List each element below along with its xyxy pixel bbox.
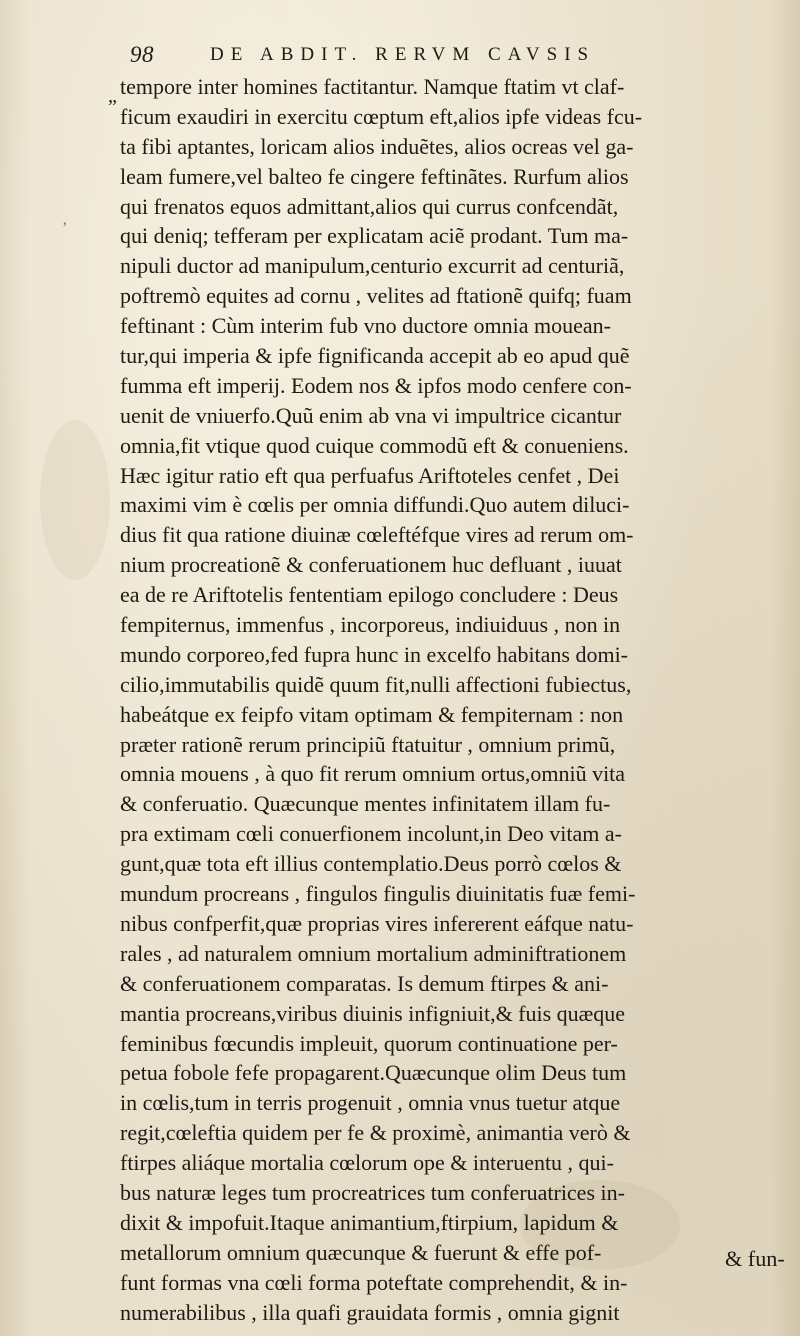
text-line: habeátque ex feipfo vitam optimam & fempiternam : non bbox=[120, 701, 624, 727]
text-line: pra extimam cœli conuerfionem incolunt,in Deo vitam a- bbox=[120, 821, 622, 847]
text-line: mundo corporeo,fed fupra hunc in excelfo habitans domi- bbox=[120, 641, 628, 667]
text-line: ea de re Ariftotelis fententiam epilogo concludere : Deus bbox=[120, 582, 619, 608]
text-line: ftirpes aliáque mortalia cœlorum ope & interuentu , qui- bbox=[120, 1150, 614, 1176]
text-line: nium procreationẽ & conferuationem huc defluant , iuuat bbox=[120, 552, 622, 578]
text-line: & conferuatio. Quæcunque mentes infinitatem illam fu- bbox=[120, 791, 611, 817]
text-line: funt formas vna cœli forma poteftate comprehendit, & in- bbox=[120, 1269, 628, 1295]
text-line: mantia procreans,viribus diuinis infigniuit,& fuis quæque bbox=[120, 1000, 626, 1026]
catchword: & fun- bbox=[725, 1246, 785, 1271]
marginal-quote-mark: „ bbox=[108, 85, 117, 107]
text-line: Hæc igitur ratio eft qua perfuafus Ariftoteles cenfet , Dei bbox=[120, 462, 620, 488]
text-line: metallorum omnium quæcunque & fuerunt & effe pof- bbox=[120, 1239, 602, 1265]
text-line: tur,qui imperia & ipfe fignificanda accepit ab eo apud quẽ bbox=[120, 343, 630, 369]
text-line: nipuli ductor ad manipulum,centurio excurrit ad centuriã, bbox=[120, 253, 625, 279]
text-line: bus naturæ leges tum procreatrices tum conferuatrices in- bbox=[120, 1179, 625, 1205]
text-line: ficum exaudiri in exercitu cœptum eft,alios ipfe videas fcu- bbox=[120, 103, 643, 129]
text-line: qui deniq; tefferam per explicatam aciẽ prodant. Tum ma- bbox=[120, 223, 629, 249]
text-line: nibus confperfit,quæ proprias vires infererent eáfque natu- bbox=[120, 910, 634, 936]
page-number: 98 bbox=[130, 42, 154, 67]
text-line: ta fibi aptantes, loricam alios induẽtes, alios ocreas vel ga- bbox=[120, 133, 634, 159]
text-line: mundum procreans , fingulos fingulis diuinitatis fuæ femi- bbox=[120, 881, 636, 907]
page-header bbox=[130, 40, 690, 70]
text-line: omnia,fit vtique quod cuique commodũ eft & conueniens. bbox=[120, 432, 629, 458]
text-line: omnia mouens , à quo fit rerum omnium ortus,omniũ vita bbox=[120, 761, 626, 787]
text-line: feminibus fœcundis impleuit, quorum continuatione per- bbox=[120, 1030, 618, 1056]
text-line: gunt,quæ tota eft illius contemplatio.Deus porrò cœlos & bbox=[120, 851, 622, 877]
text-line: petua fobole fefe propagarent.Quæcunque olim Deus tum bbox=[120, 1060, 627, 1086]
text-line: in cœlis,tum in terris progenuit , omnia vnus tuetur atque bbox=[120, 1090, 621, 1116]
text-line: rales , ad naturalem omnium mortalium adminiftrationem bbox=[120, 940, 627, 966]
text-line: & conferuationem comparatas. Is demum ftirpes & ani- bbox=[120, 970, 609, 996]
running-title: DE ABDIT. RERVM CAVSIS bbox=[210, 44, 596, 65]
text-line: fempiternus, immenfus , incorporeus, indiuiduus , non in bbox=[120, 612, 621, 638]
text-line: feftinant : Cùm interim fub vno ductore omnia mouean- bbox=[120, 313, 611, 339]
text-line: poftremò equites ad cornu , velites ad ftationẽ quifq; fuam bbox=[120, 283, 632, 309]
text-line: uenit de vniuerfo.Quũ enim ab vna vi impultrice cicantur bbox=[120, 402, 622, 428]
text-line: numerabilibus , illa quafi grauidata formis , omnia gignit bbox=[120, 1299, 620, 1325]
text-line: dixit & impofuit.Itaque animantium,ftirpium, lapidum & bbox=[120, 1209, 619, 1235]
text-line: qui frenatos equos admittant,alios qui currus confcendãt, bbox=[120, 193, 619, 219]
marginal-stray-mark: ’ bbox=[62, 220, 68, 237]
text-line: præter rationẽ rerum principiũ ftatuitur , omnium primũ, bbox=[120, 731, 616, 757]
body-text bbox=[120, 72, 788, 1327]
text-line: cilio,immutabilis quidẽ quum fit,nulli affectioni fubiectus, bbox=[120, 671, 632, 697]
text-line: maximi vim è cœlis per omnia diffundi.Quo autem diluci- bbox=[120, 492, 630, 518]
text-line: dius fit qua ratione diuinæ cœleftéfque vires ad rerum om- bbox=[120, 522, 634, 548]
text-line: tempore inter homines factitantur. Namque ftatim vt claf- bbox=[120, 74, 625, 99]
text-line: leam fumere,vel balteo fe cingere feftinãtes. Rurfum alios bbox=[120, 163, 629, 189]
text-line: regit,cœleftia quidem per fe & proximè, animantia verò & bbox=[120, 1120, 631, 1146]
text-line: fumma eft imperij. Eodem nos & ipfos modo cenfere con- bbox=[120, 372, 632, 398]
paper-stain bbox=[40, 420, 110, 580]
